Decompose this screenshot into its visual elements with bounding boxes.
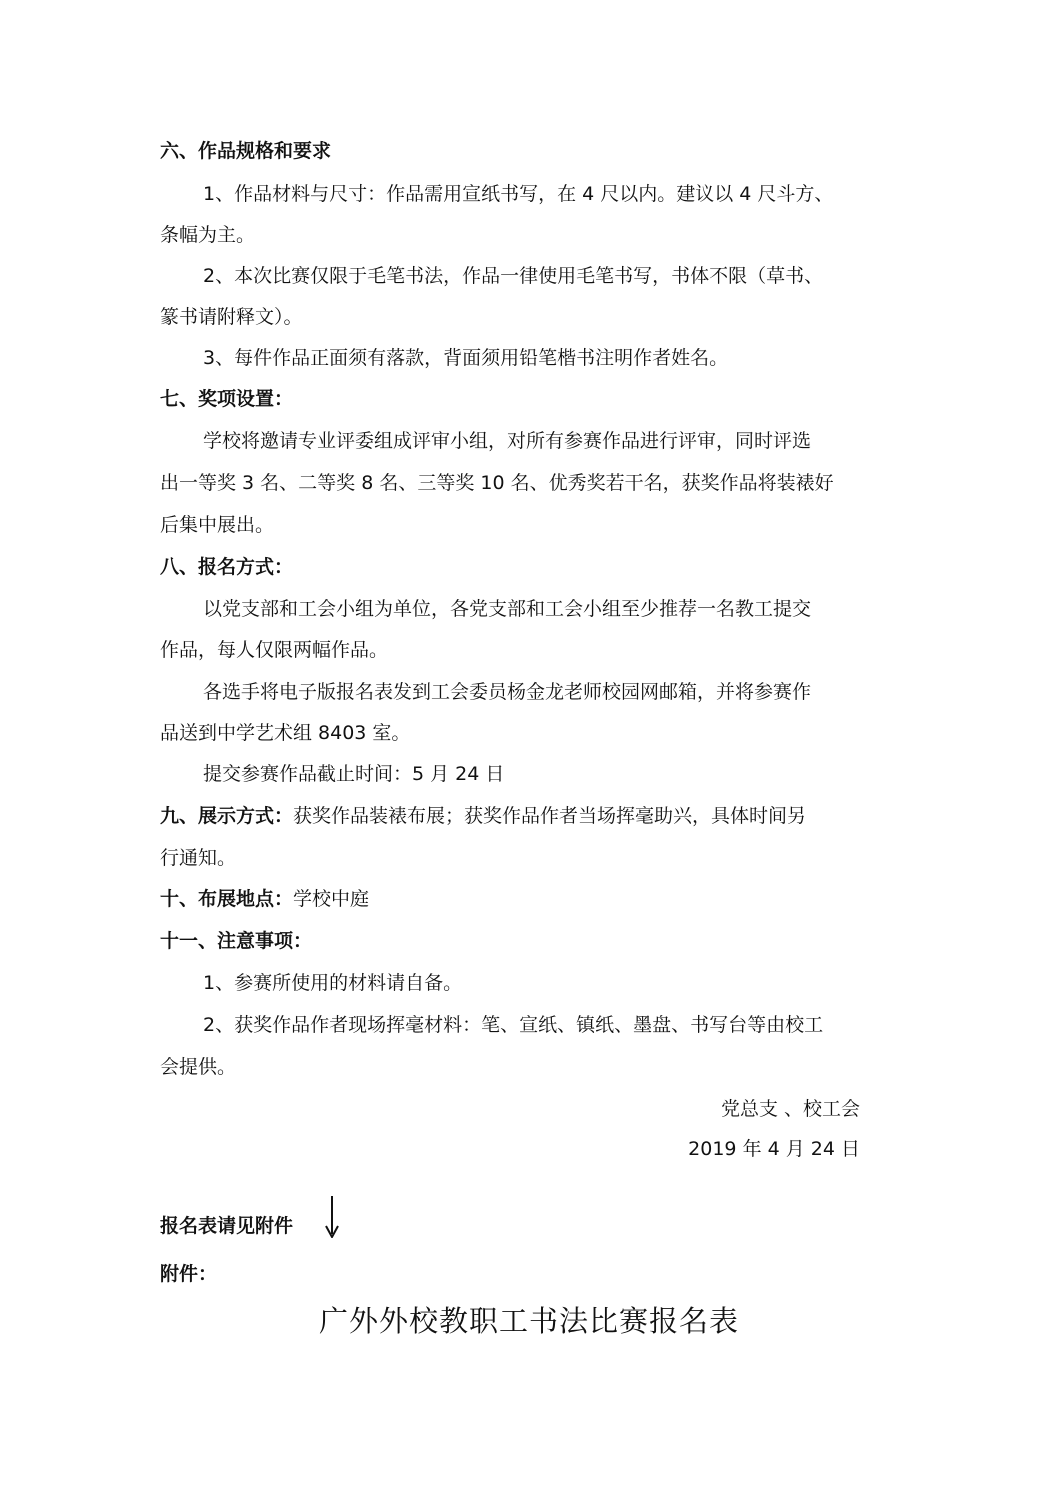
section11-item2-line1: 2、获奖作品作者现场挥毫材料：笔、宣纸、镇纸、墨盘、书写台等由校工 (203, 1014, 824, 1036)
section10-heading: 十、布展地点： (160, 888, 294, 910)
section7-line3: 后集中展出。 (160, 514, 275, 536)
attachment-note: 报名表请见附件 (160, 1215, 294, 1237)
section7-line1: 学校将邀请专业评委组成评审小组，对所有参赛作品进行评审，同时评选 (203, 430, 812, 452)
section8-p1-line1: 以党支部和工会小组为单位，各党支部和工会小组至少推荐一名教工提交 (203, 598, 812, 620)
down-arrow-icon (325, 1196, 339, 1238)
section6-heading: 六、作品规格和要求 (160, 140, 332, 162)
signature-date: 2019 年 4 月 24 日 (688, 1138, 860, 1160)
section8-p1-line2: 作品，每人仅限两幅作品。 (160, 639, 389, 661)
section6-item3: 3、每件作品正面须有落款，背面须用铅笔楷书注明作者姓名。 (203, 347, 729, 369)
section6-item1-line2: 条幅为主。 (160, 224, 256, 246)
section11-heading: 十一、注意事项： (160, 930, 313, 952)
section6-item1-line1: 1、作品材料与尺寸：作品需用宣纸书写，在 4 尺以内。建议以 4 尺斗方、 (203, 183, 834, 205)
section8-heading: 八、报名方式： (160, 556, 294, 578)
section6-item2-line1: 2、本次比赛仅限于毛笔书法，作品一律使用毛笔书写，书体不限（草书、 (203, 265, 824, 287)
section9-text-line2: 行通知。 (160, 847, 237, 869)
section8-p2-line2: 品送到中学艺术组 8403 室。 (160, 722, 411, 744)
form-title: 广外外校教职工书法比赛报名表 (318, 1304, 739, 1338)
section9-heading: 九、展示方式： (160, 805, 294, 827)
section8-deadline: 提交参赛作品截止时间：5 月 24 日 (203, 763, 505, 785)
section10-line (160, 887, 900, 911)
section8-p2-line1: 各选手将电子版报名表发到工会委员杨金龙老师校园网邮箱，并将参赛作 (203, 681, 812, 703)
section9-line1 (160, 804, 900, 828)
section9-text: 获奖作品装裱布展；获奖作品作者当场挥毫助兴，具体时间另 (293, 805, 807, 827)
attachment-label: 附件： (160, 1263, 218, 1285)
section11-item2-line2: 会提供。 (160, 1056, 237, 1078)
section7-heading: 七、奖项设置： (160, 388, 294, 410)
section11-item1: 1、参赛所使用的材料请自备。 (203, 972, 463, 994)
section6-item2-line2: 篆书请附释文）。 (160, 306, 303, 328)
signature-org: 党总支 、校工会 (720, 1098, 860, 1120)
section7-line2: 出一等奖 3 名、二等奖 8 名、三等奖 10 名、优秀奖若干名，获奖作品将装裱好 (160, 472, 834, 494)
section10-text: 学校中庭 (293, 888, 370, 910)
